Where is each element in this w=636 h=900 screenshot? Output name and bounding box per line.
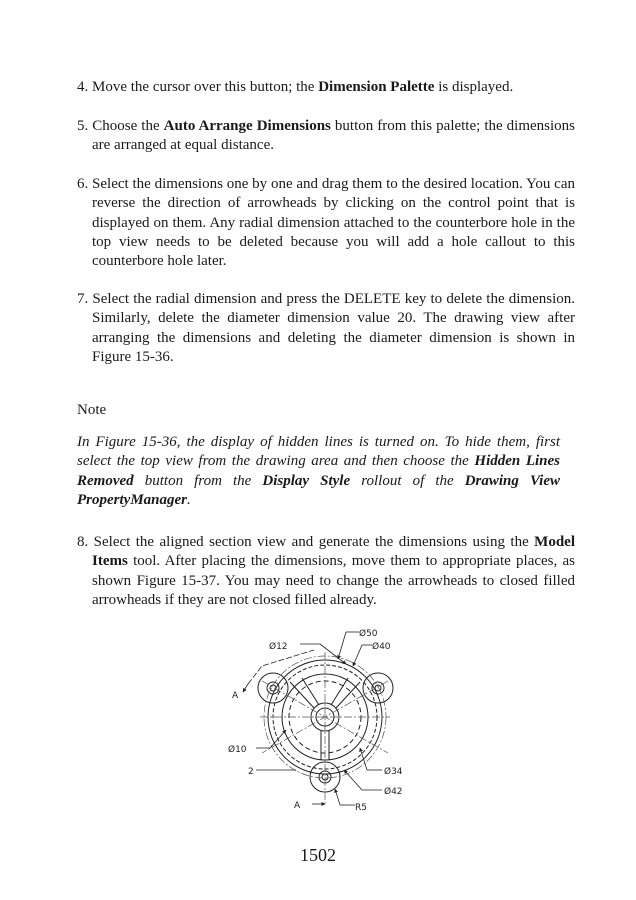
step-5-paragraph: 5. Choose the Auto Arrange Dimensions button from this palette; the dimensions are arranged at equal distance. xyxy=(77,118,576,154)
step-8-paragraph: 8. Select the aligned section view and generate the dimensions using the Model Items tool. After placing the dimensions, move them to appropriate places, as shown Figure 15-37. You may need to change the arrowheads to closed filled arrowheads if they are not closed filled already. xyxy=(77,534,575,608)
dim-42-label: Ø42 xyxy=(384,787,403,797)
dim-40-label: Ø40 xyxy=(372,642,391,652)
dim-50-label: Ø50 xyxy=(359,629,378,639)
dimension-palette-term: Dimension Palette xyxy=(318,79,435,95)
dim-10-label: Ø10 xyxy=(228,745,247,755)
model-items-term: Model Items xyxy=(92,534,575,570)
dim-r5-label: R5 xyxy=(355,803,367,813)
dim-2-label: 2 xyxy=(248,767,254,777)
note-paragraph: In Figure 15-36, the display of hidden lines is turned on. To hide them, first select the top view from the drawing area and then choose the Hidden Lines Removed button from the Display Style rollout of the Drawing View PropertyManager. xyxy=(77,434,561,508)
page-number: 1502 xyxy=(300,845,336,865)
drawing-view-propertymanager-term: Drawing View PropertyManager xyxy=(77,472,560,508)
step-4-paragraph: 4. Move the cursor over this button; the Dimension Palette is displayed. xyxy=(77,79,514,95)
dim-12-label: Ø12 xyxy=(269,642,288,652)
step-7-paragraph: 7. Select the radial dimension and press the DELETE key to delete the dimension. Similarly, delete the diameter dimension value 20. The drawing view after arranging the dimensions and deleting the diameter dimension is shown in Figure 15-36. xyxy=(77,291,575,365)
section-a-bottom-label: A xyxy=(294,801,301,811)
display-style-term: Display Style xyxy=(262,472,351,489)
dim-34-label: Ø34 xyxy=(384,767,403,777)
auto-arrange-dimensions-term: Auto Arrange Dimensions xyxy=(163,118,331,134)
dimensioned-drawing-figure xyxy=(222,626,418,816)
part-outline xyxy=(258,660,393,792)
note-label: Note xyxy=(77,402,107,418)
section-a-top-label: A xyxy=(232,691,239,701)
step-6-paragraph: 6. Select the dimensions one by one and drag them to the desired location. You can reverse the direction of arrowheads by clicking on the control point that is displayed on them. Any radial dimension attached to the counterbore hole in the top view needs to be deleted because you will add a hole callout to this counterbore hole later. xyxy=(77,176,575,270)
hidden-lines-removed-term: Hidden Lines Removed xyxy=(77,453,561,489)
